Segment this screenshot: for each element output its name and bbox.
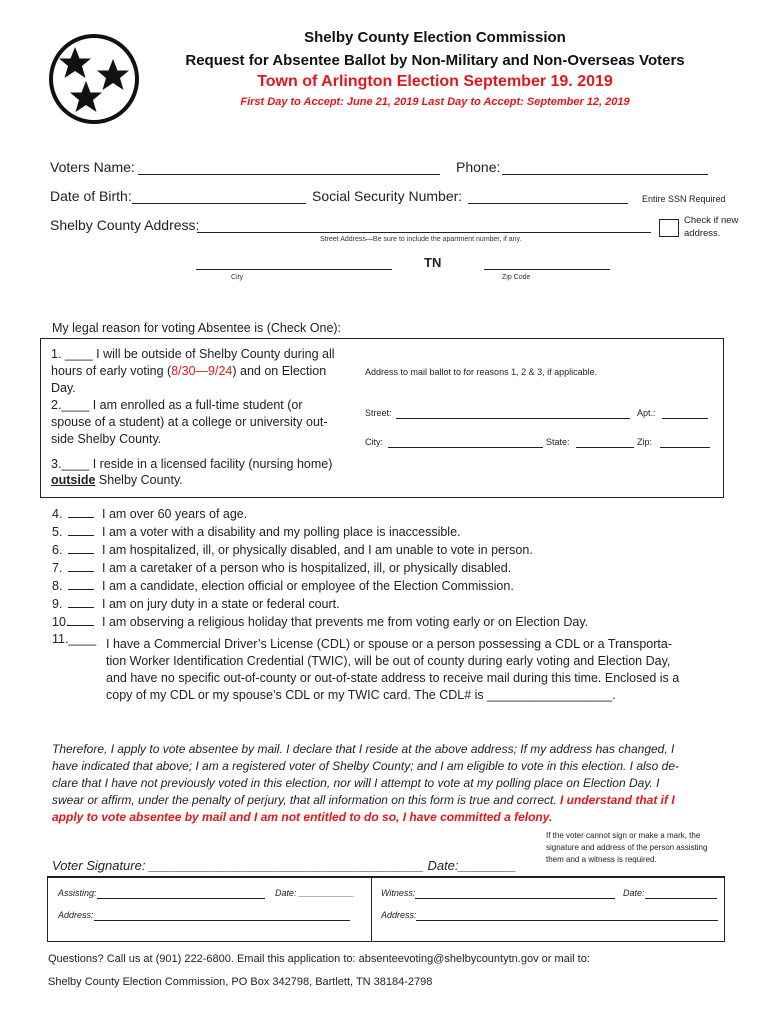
- reason-blank[interactable]: [68, 542, 94, 554]
- dob-field[interactable]: [132, 203, 306, 204]
- reason-item[interactable]: [52, 613, 588, 631]
- assist-box: [47, 876, 725, 942]
- reason-number: 6.: [52, 543, 63, 557]
- reason-text: I am a caretaker of a person who is hospitalized, ill, or physically disabled.: [102, 561, 512, 575]
- witness-field[interactable]: [415, 898, 615, 899]
- reason-item[interactable]: [52, 505, 247, 523]
- mail-state-field[interactable]: [576, 447, 634, 448]
- assist-date-label[interactable]: Date: ___________: [275, 888, 355, 898]
- reason-number: 8.: [52, 579, 63, 593]
- assisting-field[interactable]: [97, 898, 265, 899]
- witness-address-field[interactable]: [416, 920, 718, 921]
- header-election: Town of Arlington Election September 19. 2019: [257, 73, 613, 90]
- reason-number: 4.: [52, 507, 63, 521]
- phone-label: Phone:: [456, 159, 501, 175]
- city-label: City: [231, 274, 244, 281]
- zip-label: Zip Code: [502, 274, 531, 281]
- reason-item[interactable]: [52, 541, 533, 559]
- star-bottom: [70, 81, 102, 112]
- declaration-line1: Therefore, I apply to vote absentee by mail. I declare that I reside at the above address; If my address has changed, I: [52, 742, 675, 756]
- mail-apt-label: Apt.:: [637, 408, 656, 418]
- address-label: Shelby County Address:: [50, 217, 200, 233]
- phone-field[interactable]: [502, 174, 708, 175]
- ssn-field[interactable]: [468, 203, 628, 204]
- reason-text: I am a candidate, election official or employee of the Election Commission.: [102, 579, 514, 593]
- new-address-note: Check if new address.: [684, 215, 739, 239]
- reason-item[interactable]: [52, 595, 340, 613]
- dob-label: Date of Birth:: [50, 188, 132, 204]
- mail-address-note: Address to mail ballot to for reasons 1, 2 & 3, if applicable.: [365, 367, 598, 377]
- footer-questions: Questions? Call us at (901) 222-6800. Email this application to: absenteevoting@shelbycountytn.gov or mail to:: [48, 953, 590, 965]
- city-field[interactable]: [196, 269, 392, 270]
- assist-address-label: Address:: [58, 910, 94, 920]
- ssn-label: Social Security Number:: [312, 188, 463, 204]
- witness-address-label: Address:: [381, 910, 417, 920]
- voters-name-label: Voters Name:: [50, 159, 135, 175]
- witness-label: Witness:: [381, 888, 416, 898]
- state-tn: TN: [424, 255, 442, 270]
- mail-apt-field[interactable]: [662, 418, 708, 419]
- reason-text: I am a voter with a disability and my polling place is inaccessible.: [102, 525, 461, 539]
- mail-city-field[interactable]: [388, 447, 543, 448]
- mail-zip-label: Zip:: [637, 437, 653, 447]
- mail-street-label: Street:: [365, 408, 392, 418]
- reason-11-line1: I have a Commercial Driver’s License (CDL) or spouse or a person possessing a CDL or a Transporta-: [106, 637, 672, 651]
- reason-11-line4: copy of my CDL or my spouse’s CDL or my TWIC card. The CDL# is __________________.: [106, 688, 616, 702]
- voters-name-field[interactable]: [138, 174, 440, 175]
- reason-text: I am hospitalized, ill, or physically disabled, and I am unable to vote in person.: [102, 543, 533, 557]
- reason-item[interactable]: [52, 559, 511, 577]
- witness-date-field[interactable]: [645, 898, 717, 899]
- reason-1-line3: Day.: [51, 381, 76, 395]
- reason-number: 9.: [52, 597, 63, 611]
- reason-2-line2: spouse of a student) at a college or university out-: [51, 415, 328, 429]
- footer-address: Shelby County Election Commission, PO Box 342798, Bartlett, TN 38184-2798: [48, 976, 433, 988]
- reason-11-line3: and have no specific out-of-county or out-of-state address to receive mail during this time. Enclosed is a: [106, 671, 680, 685]
- reason-blank[interactable]: [68, 560, 94, 572]
- ssn-note: Entire SSN Required: [642, 194, 726, 204]
- declaration-line4: swear or affirm, under the penalty of perjury, that all information on this form is true and correct. I understand that if I: [52, 793, 675, 807]
- mail-city-label: City:: [365, 437, 383, 447]
- reason-blank[interactable]: [68, 596, 94, 608]
- reason-2-line3: side Shelby County.: [51, 432, 162, 446]
- reason-item[interactable]: [52, 577, 514, 595]
- reason-number: 5.: [52, 525, 63, 539]
- declaration-felony: apply to vote absentee by mail and I am not entitled to do so, I have committed a felony.: [52, 810, 553, 824]
- reason-2-line1[interactable]: 2.____ I am enrolled as a full-time student (or: [51, 398, 303, 412]
- reason-blank[interactable]: [68, 524, 94, 536]
- reason-1-line2: hours of early voting (8/30—9/24) and on Election: [51, 364, 327, 378]
- reason-blank[interactable]: [68, 614, 94, 626]
- reason-blank[interactable]: [68, 506, 94, 518]
- reason-number: 10.: [52, 615, 70, 629]
- assisting-label: Assisting:: [58, 888, 97, 898]
- assist-address-field[interactable]: [94, 920, 350, 921]
- witness-note: If the voter cannot sign or make a mark, the signature and address of the person assisting them and a witness is required.: [546, 831, 708, 864]
- voter-signature[interactable]: Voter Signature: ______________________________________ Date:________: [52, 858, 517, 873]
- mail-zip-field[interactable]: [660, 447, 710, 448]
- new-address-checkbox[interactable]: [659, 219, 679, 237]
- reason-text: I am on jury duty in a state or federal court.: [102, 597, 340, 611]
- witness-date-label: Date:: [623, 888, 645, 898]
- mail-state-label: State:: [546, 437, 570, 447]
- reason-11-line2: tion Worker Identification Credential (TWIC), will be out of county during early voting and Election Day,: [106, 654, 671, 668]
- reason-number: 7.: [52, 561, 63, 575]
- reason-item[interactable]: [52, 523, 461, 541]
- reason-3-line1[interactable]: 3.____ I reside in a licensed facility (nursing home): [51, 457, 333, 471]
- header-subtitle: Request for Absentee Ballot by Non-Military and Non-Overseas Voters: [185, 52, 685, 69]
- reason-text: I am observing a religious holiday that prevents me from voting early or on Election Day.: [102, 615, 589, 629]
- zip-field[interactable]: [484, 269, 610, 270]
- header-title: Shelby County Election Commission: [304, 29, 566, 46]
- signature-date[interactable]: Date:________: [427, 858, 517, 873]
- declaration-line3: clare that I have not previously voted in this election, nor will I attempt to vote at my polling place on Election Day. I: [52, 776, 660, 790]
- reason-blank[interactable]: [68, 578, 94, 590]
- reason-3-line2: outside Shelby County.: [51, 473, 183, 487]
- address-note: Street Address—Be sure to include the apartment number, if any.: [320, 236, 522, 243]
- tri-star-logo: [48, 33, 140, 125]
- declaration-line2: have indicated that above; I am a registered voter of Shelby County; and I am eligible to vote in this election. I also de-: [52, 759, 680, 773]
- reason-1-line1[interactable]: 1. ____ I will be outside of Shelby County during all: [51, 347, 335, 361]
- reason-text: I am over 60 years of age.: [102, 507, 248, 521]
- reasons-intro: My legal reason for voting Absentee is (Check One):: [52, 321, 342, 335]
- star-top-left: [59, 47, 91, 78]
- address-field[interactable]: [197, 232, 651, 233]
- mail-street-field[interactable]: [396, 418, 630, 419]
- reason-11-number[interactable]: 11.____: [52, 632, 97, 646]
- assist-box-divider: [371, 877, 372, 941]
- header-dates: First Day to Accept: June 21, 2019 Last Day to Accept: September 12, 2019: [240, 96, 630, 108]
